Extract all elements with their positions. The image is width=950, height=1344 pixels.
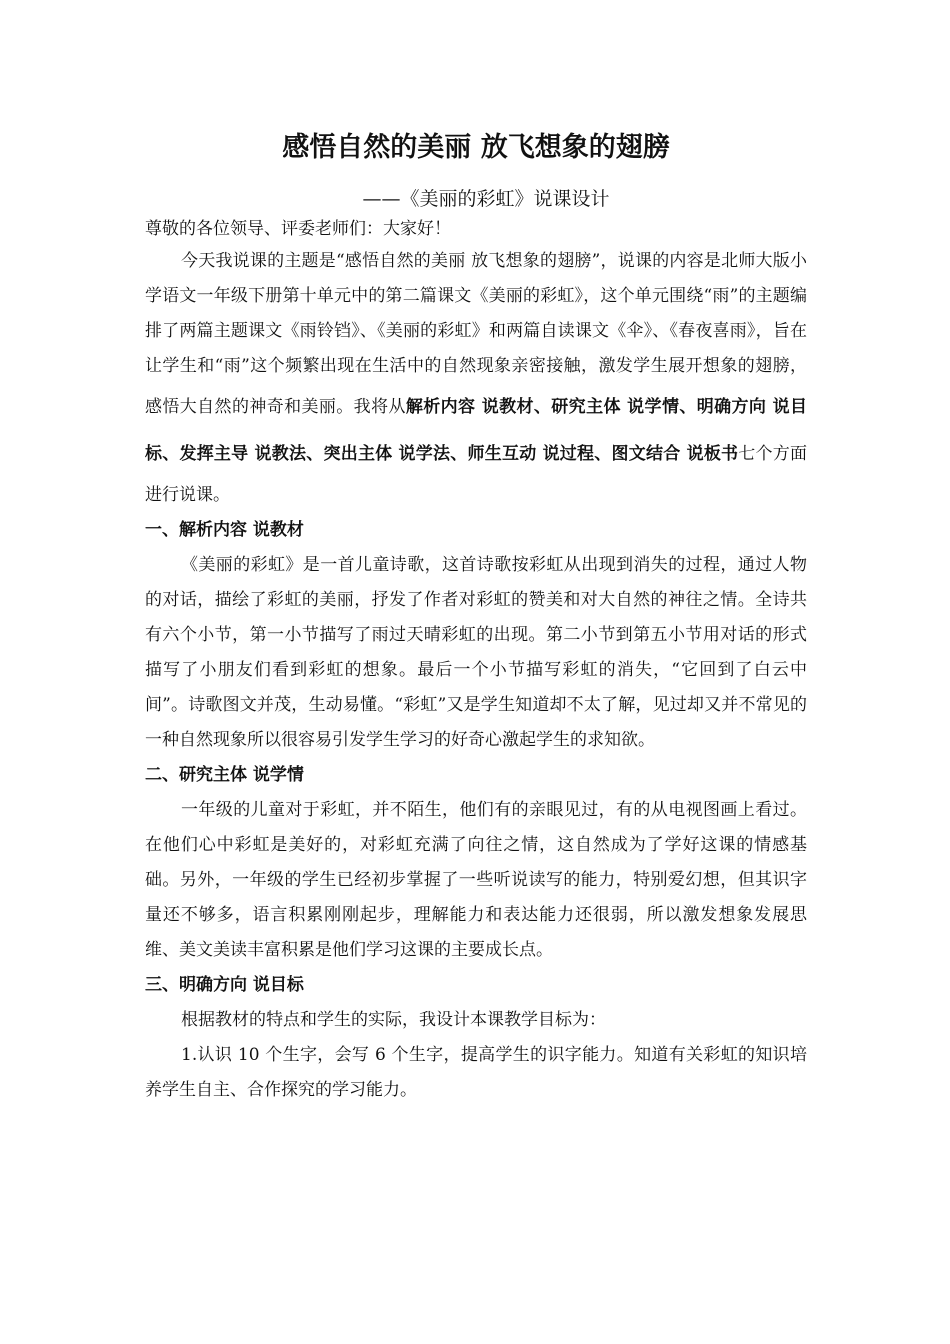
greeting: 尊敬的各位领导、评委老师们：大家好！ — [145, 219, 451, 239]
intro-paragraph — [145, 244, 807, 513]
section-heading-2: 二、研究主体 说学情 — [145, 765, 304, 785]
document-title: 感悟自然的美丽 放飞想象的翅膀 — [282, 132, 670, 163]
document-subtitle: ——《美丽的彩虹》说课设计 — [362, 188, 610, 210]
intro-text: 今天我说课的主题是“感悟自然的美丽 放飞想象的翅膀”，说课的内容是北师大版小学语文一年级下册第十单元中的第二篇课文《美丽的彩虹》，这个单元围绕“雨”的主题编排了两篇主题课文《雨铃铛》、《美丽的彩虹》和两篇自读课文《伞》、《春夜喜雨》，旨在让学生和“雨”这个频繁出现在生活中的自然现象亲密接触，激发学生展开想象的翅膀，感悟大自然的神奇和美丽。我将从 — [145, 251, 807, 417]
section-3-paragraph-1: 根据教材的特点和学生的实际，我设计本课教学目标为： — [181, 1010, 606, 1030]
section-heading-3: 三、明确方向 说目标 — [145, 975, 304, 995]
intro-tail: 七个方面进行说课。 — [145, 444, 807, 505]
section-2-paragraph: 一年级的儿童对于彩虹，并不陌生，他们有的亲眼见过，有的从电视图画上看过。在他们心中彩虹是美好的，对彩虹充满了向往之情，这自然成为了学好这课的情感基础。另外，一年级的学生已经初步掌握了一些听说读写的能力，特别爱幻想，但其识字量还不够多，语言积累刚刚起步，理解能力和表达能力还很弱，所以激发想象发展思维、美文美读丰富积累是他们学习这课的主要成长点。 — [145, 800, 807, 960]
section-heading-1: 一、解析内容 说教材 — [145, 520, 304, 540]
section-3-paragraph-2: 1.认识 10 个生字，会写 6 个生字，提高学生的识字能力。知道有关彩虹的知识培养学生自主、合作探究的学习能力。 — [145, 1045, 807, 1100]
intro-outline-bold: 解析内容 说教材、研究主体 说学情、明确方向 说目标、发挥主导 说教法、突出主体 说学法、师生互动 说过程、图文结合 说板书 — [145, 397, 807, 464]
document-page — [145, 128, 807, 1108]
section-1-paragraph: 《美丽的彩虹》是一首儿童诗歌，这首诗歌按彩虹从出现到消失的过程，通过人物的对话，描绘了彩虹的美丽，抒发了作者对彩虹的赞美和对大自然的神往之情。全诗共有六个小节，第一小节描写了雨过天晴彩虹的出现。第二小节到第五小节用对话的形式描写了小朋友们看到彩虹的想象。最后一个小节描写彩虹的消失，“它回到了白云中间”。诗歌图文并茂，生动易懂。“彩虹”又是学生知道却不太了解，见过却又并不常见的一种自然现象所以很容易引发学生学习的好奇心激起学生的求知欲。 — [145, 555, 807, 750]
